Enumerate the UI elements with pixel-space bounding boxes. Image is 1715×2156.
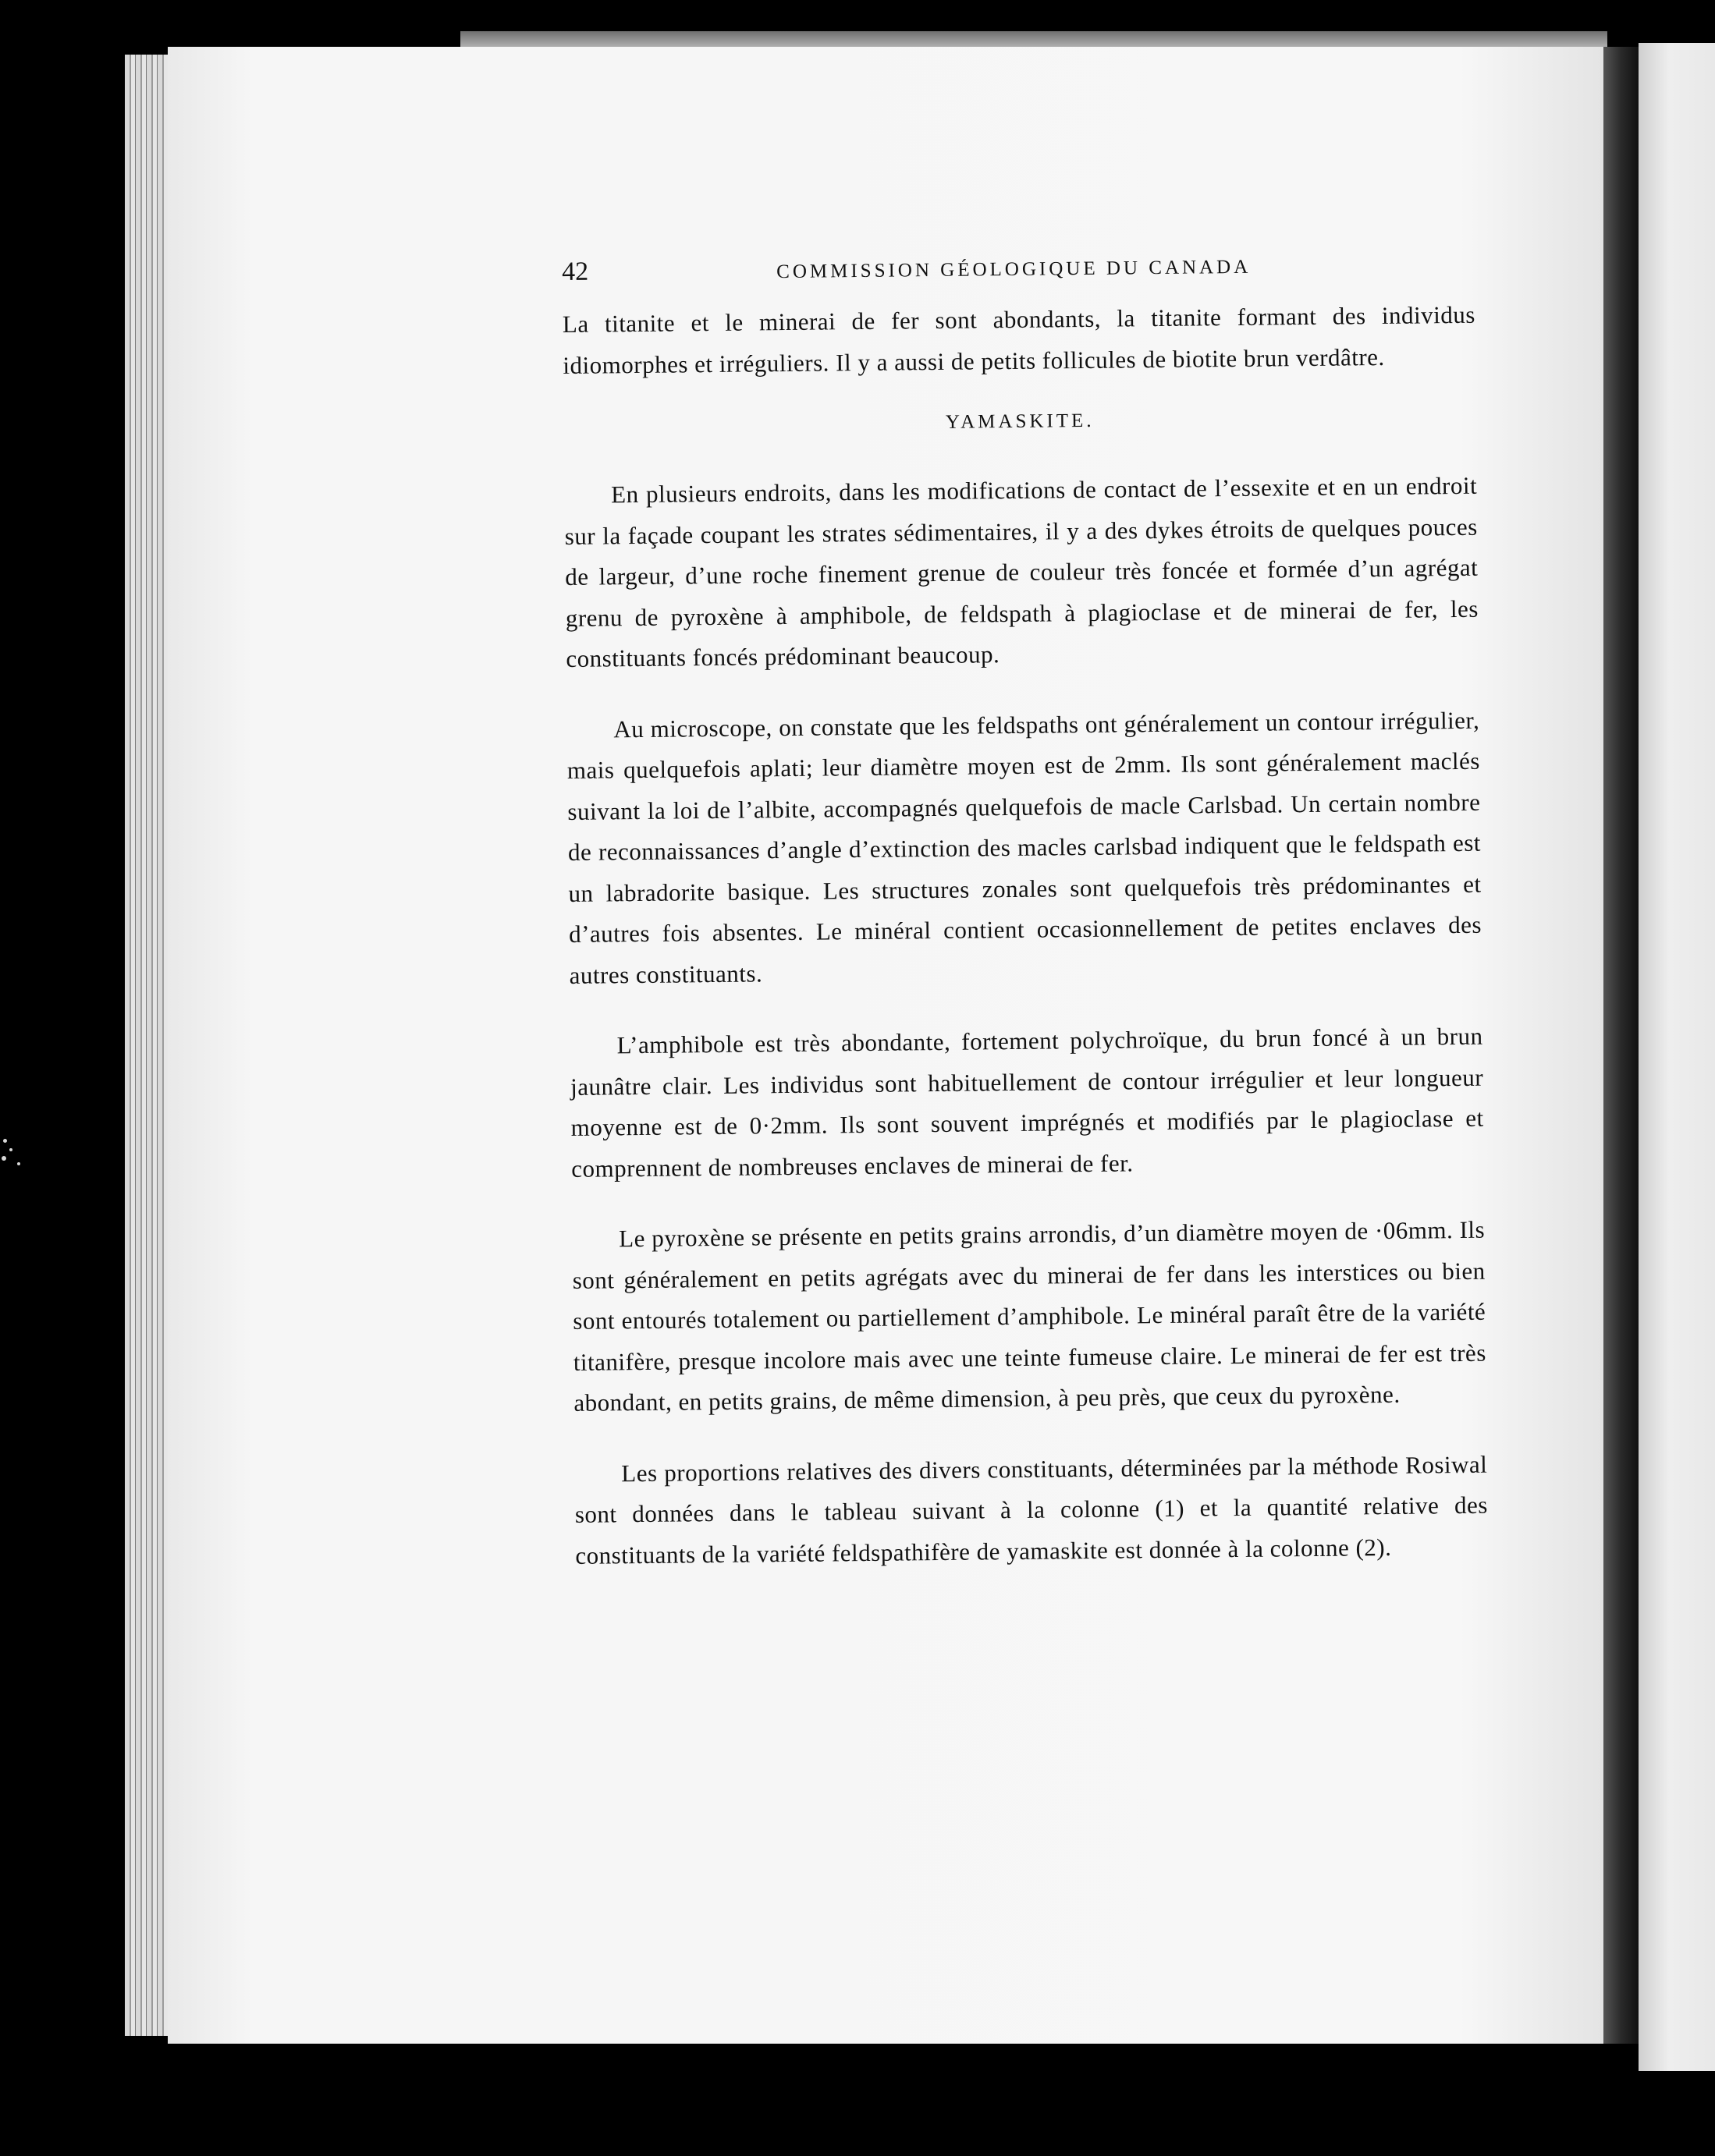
running-title: COMMISSION GÉOLOGIQUE DU CANADA [776,256,1252,283]
paragraph-titanite: La titanite et le minerai de fer sont abondants, la titanite formant des individus idiomorphes et irréguliers. Il y a aussi de petits follicules de biotite brun verdâtre. [562,300,1476,379]
paragraph-proportions: Les proportions relatives des divers constituants, déterminées par la méthode Rosiwal sont données dans le tableau suivant à la colonne (1) et la quantité relative des constituants de la variété feldspathifère de yamaskite est donnée à la colonne (2). [574,1450,1488,1569]
page-number: 42 [562,257,589,286]
paragraph-pyroxene: Le pyroxène se présente en petits grains arrondis, d’un diamètre moyen de ·06mm. Ils sont généralement en petits agrégats avec du minerai de fer dans les interstices ou bien sont entourés totalement ou partiellement d’amphibole. Le minéral paraît être de la variété titanifère, presque incolore mais avec une teinte fumeuse claire. Le minerai de fer est très abondant, en petits grains, de même dimension, à peu près, que ceux du pyroxène. [572,1215,1486,1417]
section-title: YAMASKITE. [945,410,1095,433]
facing-page-edge [1639,43,1715,2071]
paragraph-amphibole: L’amphibole est très abondante, fortement polychroïque, du brun foncé à un brun jaunâtre clair. Les individus sont habituellement de contour irrégulier et leur longueur moyenne est de 0·2mm. Ils sont souvent imprégnés et modifiés par le plagioclase et comprennent de nombreuses enclaves de minerai de fer. [570,1022,1484,1183]
page-stack-edge [125,55,172,2036]
paragraph-dykes: En plusieurs endroits, dans les modifications de contact de l’essexite et en un endroit sur la façade coupant les strates sédimentaires, il y a des dykes étroits de quelques pouces de largeur, d’une roche finement grenue de couleur très foncée et formée d’un agrégat grenu de pyroxène à amphibole, de feldspath à plagioclase et de minerai de fer, les constituants foncés prédominant beaucoup. [564,471,1479,672]
page-text [562,248,1489,1606]
book-gutter [1603,47,1639,2044]
paragraph-feldspaths: Au microscope, on constate que les feldspaths ont généralement un contour irrégulier, mais quelquefois aplati; leur diamètre moyen est de 2mm. Ils sont généralement maclés suivant la loi de l’albite, accompagnés quelquefois de macle Carlsbad. Un certain nombre de reconnaissances d’angle d’extinction des macles carlsbad indiquent que le feldspath est un labradorite basique. Les structures zonales sont quelquefois très prédominantes et d’autres fois absentes. Le minéral contient occasionnellement de petites enclaves des autres constituants. [566,706,1482,989]
running-head [562,248,1475,304]
